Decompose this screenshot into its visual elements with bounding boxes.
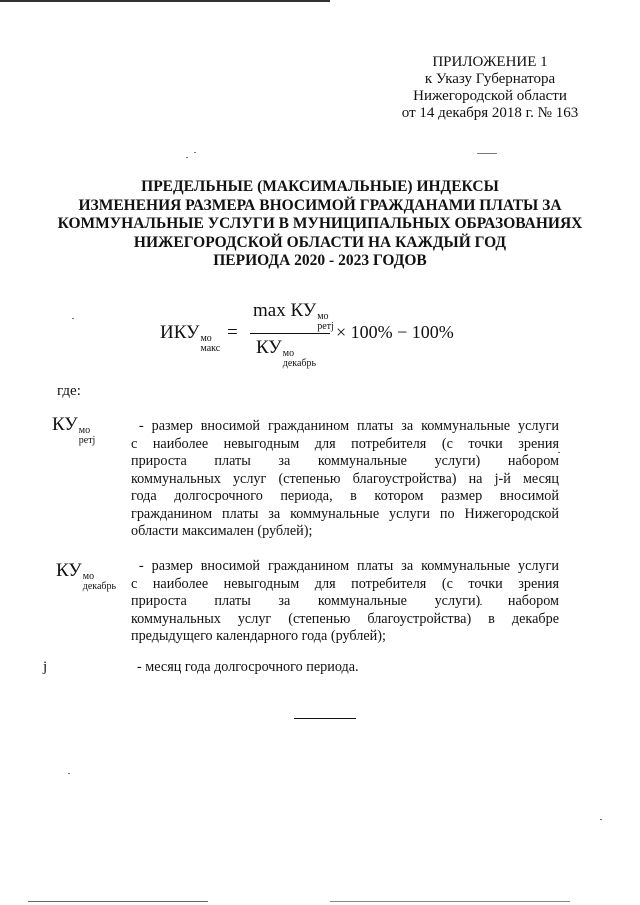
formula-numerator: max КУ мо ретj	[253, 300, 334, 332]
title-line: НИЖЕГОРОДСКОЙ ОБЛАСТИ НА КАЖДЫЙ ГОД	[133, 233, 507, 251]
appendix-line: от 14 декабря 2018 г. № 163	[401, 105, 579, 121]
title-line: КОММУНАЛЬНЫЕ УСЛУГИ В МУНИЦИПАЛЬНЫХ ОБРАЗОВАНИЯХ	[57, 215, 583, 232]
formula-lhs: ИКУ мо макс	[160, 322, 221, 354]
scan-dot	[186, 157, 188, 158]
j-definition-text: - месяц года долгосрочного периода.	[137, 659, 359, 675]
j-symbol: j	[43, 659, 48, 675]
scan-border-top	[0, 0, 330, 2]
index-formula	[150, 300, 490, 370]
appendix-line: Нижегородской области	[413, 88, 567, 104]
appendix-header	[380, 54, 600, 122]
appendix-line: к Указу Губернатора	[424, 71, 556, 87]
formula-equals: =	[227, 322, 238, 343]
scan-border-bottom	[28, 901, 208, 902]
definition-text: - размер вносимой гражданином платы за коммунальные услуги с наиболее невыгодным для потребителя (с точки зрения прироста платы за коммунальные услуги) набором коммунальных услуг (степенью благоустройства) на j-й месяц года долгосрочного периода, в котором размер вносимой гражданином платы за коммунальные услуги по Нижегородской области максимален (рублей);	[131, 418, 559, 539]
scan-dot	[477, 153, 497, 154]
scan-dot	[72, 318, 74, 319]
definition-symbol: КУ мо декабрь	[56, 560, 117, 592]
end-divider	[294, 718, 356, 719]
scan-dot	[68, 773, 70, 774]
appendix-line: ПРИЛОЖЕНИЕ 1	[432, 54, 548, 70]
scan-dot	[194, 152, 196, 153]
where-label: где:	[57, 383, 81, 399]
formula-tail: × 100% − 100%	[336, 322, 454, 342]
title-line: ПЕРИОДА 2020 - 2023 ГОДОВ	[213, 252, 427, 269]
definition-text: - размер вносимой гражданином платы за коммунальные услуги с наиболее невыгодным для потребителя (с точки зрения прироста платы за коммунальные услуги) набором коммунальных услуг (степенью благоустройства) в декабре предыдущего календарного года (рублей);	[131, 558, 559, 644]
formula-denominator: КУ мо декабрь	[256, 337, 317, 369]
title-line: ИЗМЕНЕНИЯ РАЗМЕРА ВНОСИМОЙ ГРАЖДАНАМИ ПЛАТЫ ЗА	[78, 196, 562, 214]
formula-fraction-bar	[250, 333, 330, 334]
definition-symbol: КУ мо ретj	[52, 414, 96, 446]
scan-dot	[600, 819, 602, 820]
title-line: ПРЕДЕЛЬНЫЕ (МАКСИМАЛЬНЫЕ) ИНДЕКСЫ	[141, 178, 499, 195]
scan-border-bottom-right	[330, 901, 570, 902]
document-title	[40, 178, 600, 271]
